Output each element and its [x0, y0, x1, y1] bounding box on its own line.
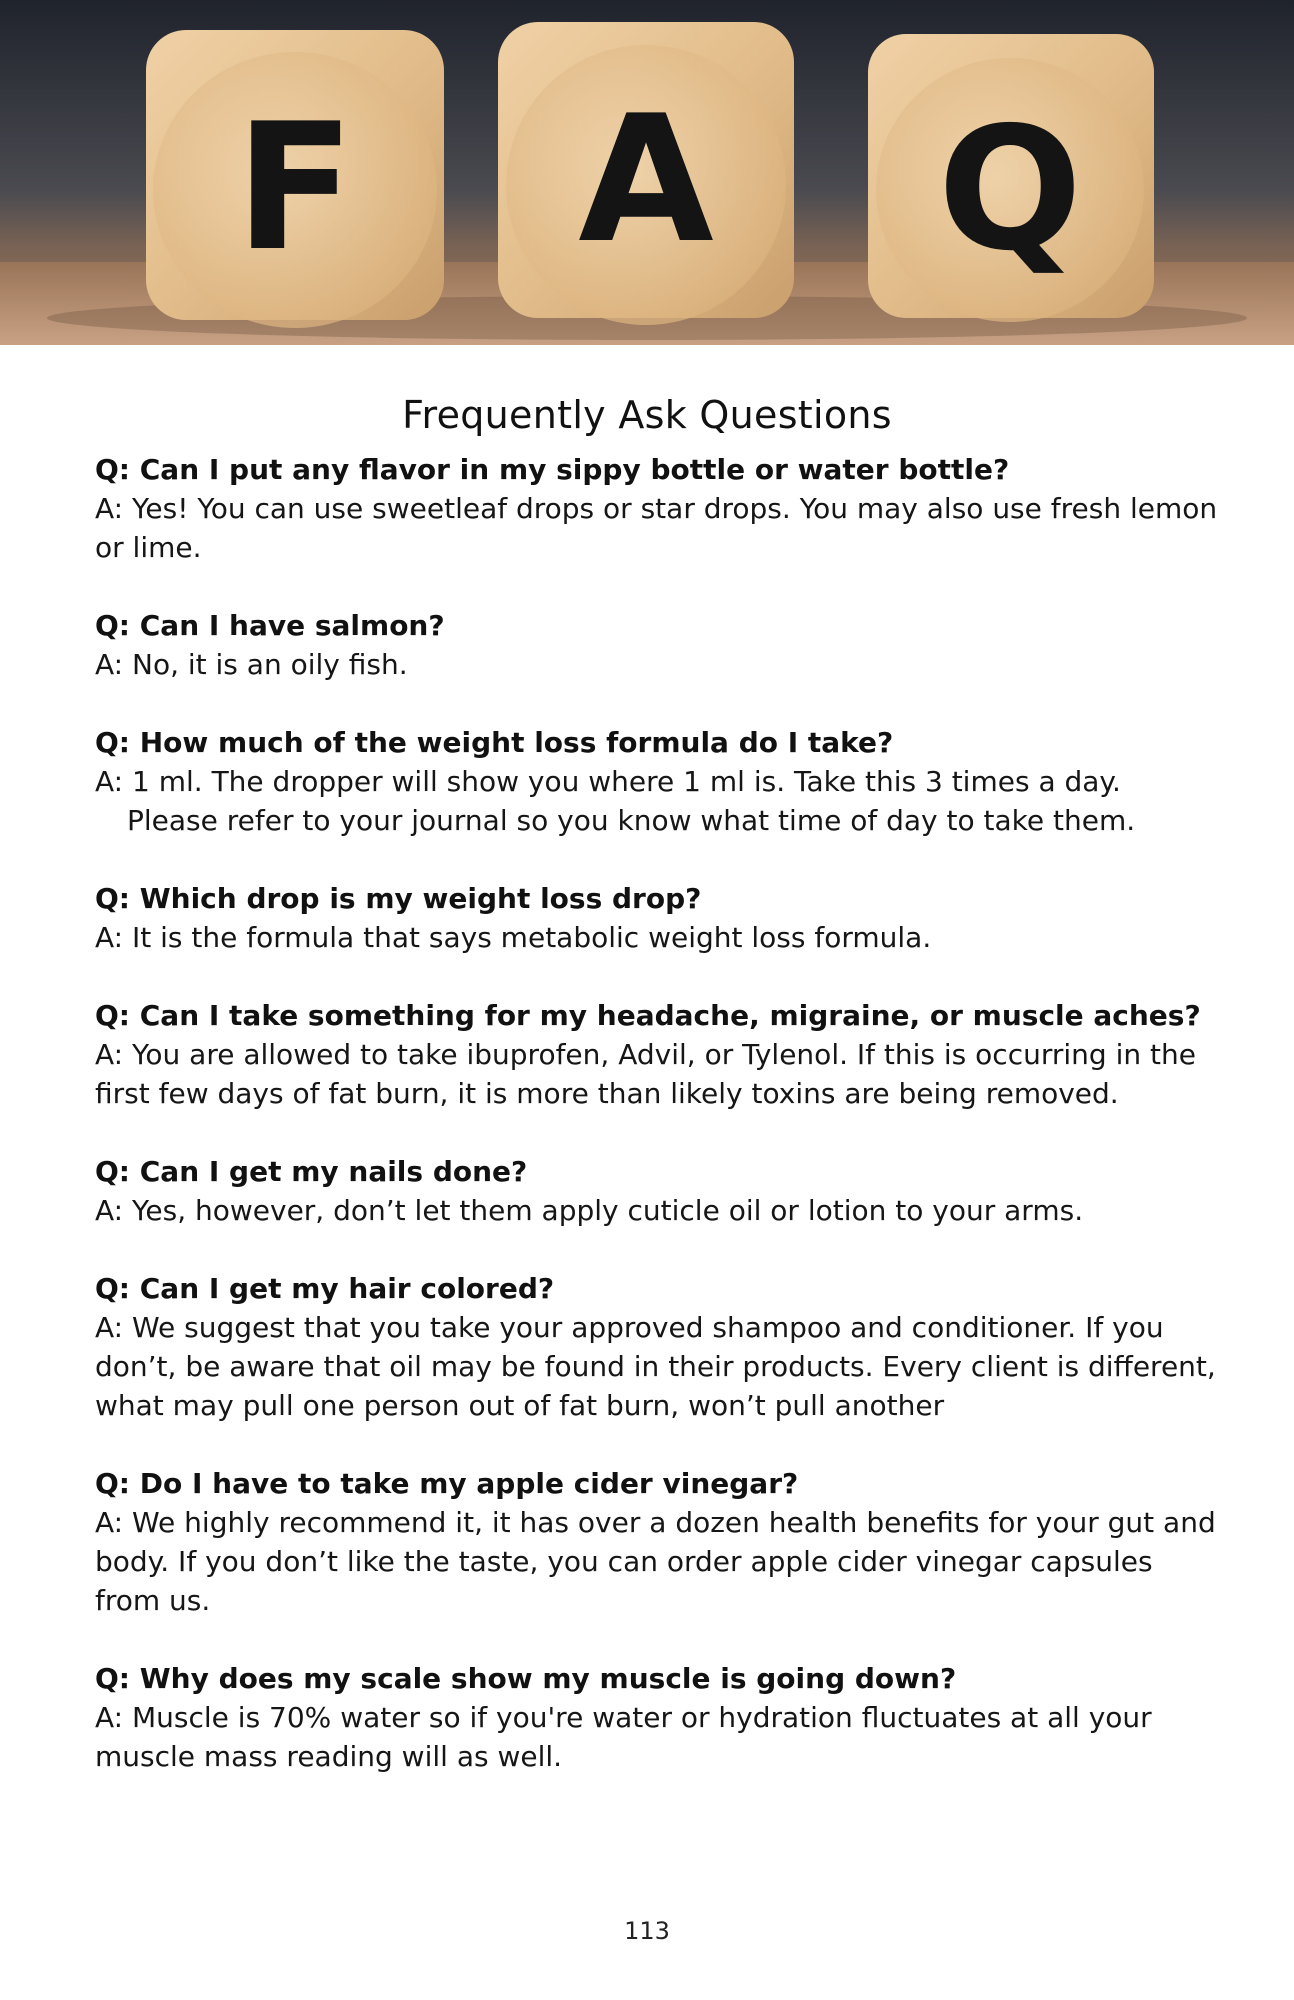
faq-answer: A: We highly recommend it, it has over a dozen health benefits for your gut and body. If you don’t like the taste, you can order apple cider vinegar capsules from us.: [95, 1506, 1216, 1617]
page-number: 113: [624, 1917, 670, 1945]
faq-question: Q: Which drop is my weight loss drop?: [95, 882, 702, 915]
die-letter-a: A: [578, 79, 714, 282]
faq-item: [95, 723, 1225, 840]
faq-answer: [95, 762, 1225, 840]
faq-answer: A: We suggest that you take your approved shampoo and conditioner. If you don’t, be aware that oil may be found in their products. Every client is different, what may pull one person out of fat burn, won’t pull another: [95, 1311, 1216, 1422]
faq-item: [95, 606, 1225, 684]
faq-item: [95, 450, 1225, 567]
faq-item: [95, 1659, 1225, 1776]
faq-question: Q: Can I get my hair colored?: [95, 1272, 555, 1305]
faq-question: Q: How much of the weight loss formula do I take?: [95, 726, 894, 759]
faq-answer-line: Please refer to your journal so you know what time of day to take them.: [127, 804, 1136, 837]
faq-question: Q: Can I take something for my headache, migraine, or muscle aches?: [95, 999, 1201, 1032]
faq-answer: A: Yes, however, don’t let them apply cuticle oil or lotion to your arms.: [95, 1194, 1084, 1227]
die-a: [498, 22, 794, 325]
die-f: [146, 30, 444, 328]
faq-item: [95, 1464, 1225, 1620]
page-title: Frequently Ask Questions: [402, 393, 892, 438]
faq-item: [95, 1152, 1225, 1230]
faq-item: [95, 1269, 1225, 1425]
faq-list: [95, 450, 1225, 1815]
die-q: [868, 34, 1154, 322]
faq-answer-line: A: 1 ml. The dropper will show you where 1 ml is. Take this 3 times a day.: [95, 765, 1121, 798]
faq-answer: A: It is the formula that says metabolic weight loss formula.: [95, 921, 932, 954]
faq-question: Q: Can I get my nails done?: [95, 1155, 528, 1188]
faq-item: [95, 879, 1225, 957]
faq-item: [95, 996, 1225, 1113]
faq-answer: A: You are allowed to take ibuprofen, Advil, or Tylenol. If this is occurring in the first few days of fat burn, it is more than likely toxins are being removed.: [95, 1038, 1196, 1110]
die-letter-f: F: [235, 87, 355, 290]
faq-question: Q: Do I have to take my apple cider vinegar?: [95, 1467, 799, 1500]
die-letter-q: Q: [937, 91, 1083, 289]
faq-answer: A: Muscle is 70% water so if you're water or hydration fluctuates at all your muscle mass reading will as well.: [95, 1701, 1152, 1773]
faq-question: Q: Can I put any flavor in my sippy bottle or water bottle?: [95, 453, 1010, 486]
faq-question: Q: Why does my scale show my muscle is going down?: [95, 1662, 957, 1695]
faq-answer: A: No, it is an oily fish.: [95, 648, 408, 681]
faq-answer: A: Yes! You can use sweetleaf drops or star drops. You may also use fresh lemon or lime.: [95, 492, 1218, 564]
faq-question: Q: Can I have salmon?: [95, 609, 445, 642]
faq-dice-photo: [0, 0, 1294, 345]
